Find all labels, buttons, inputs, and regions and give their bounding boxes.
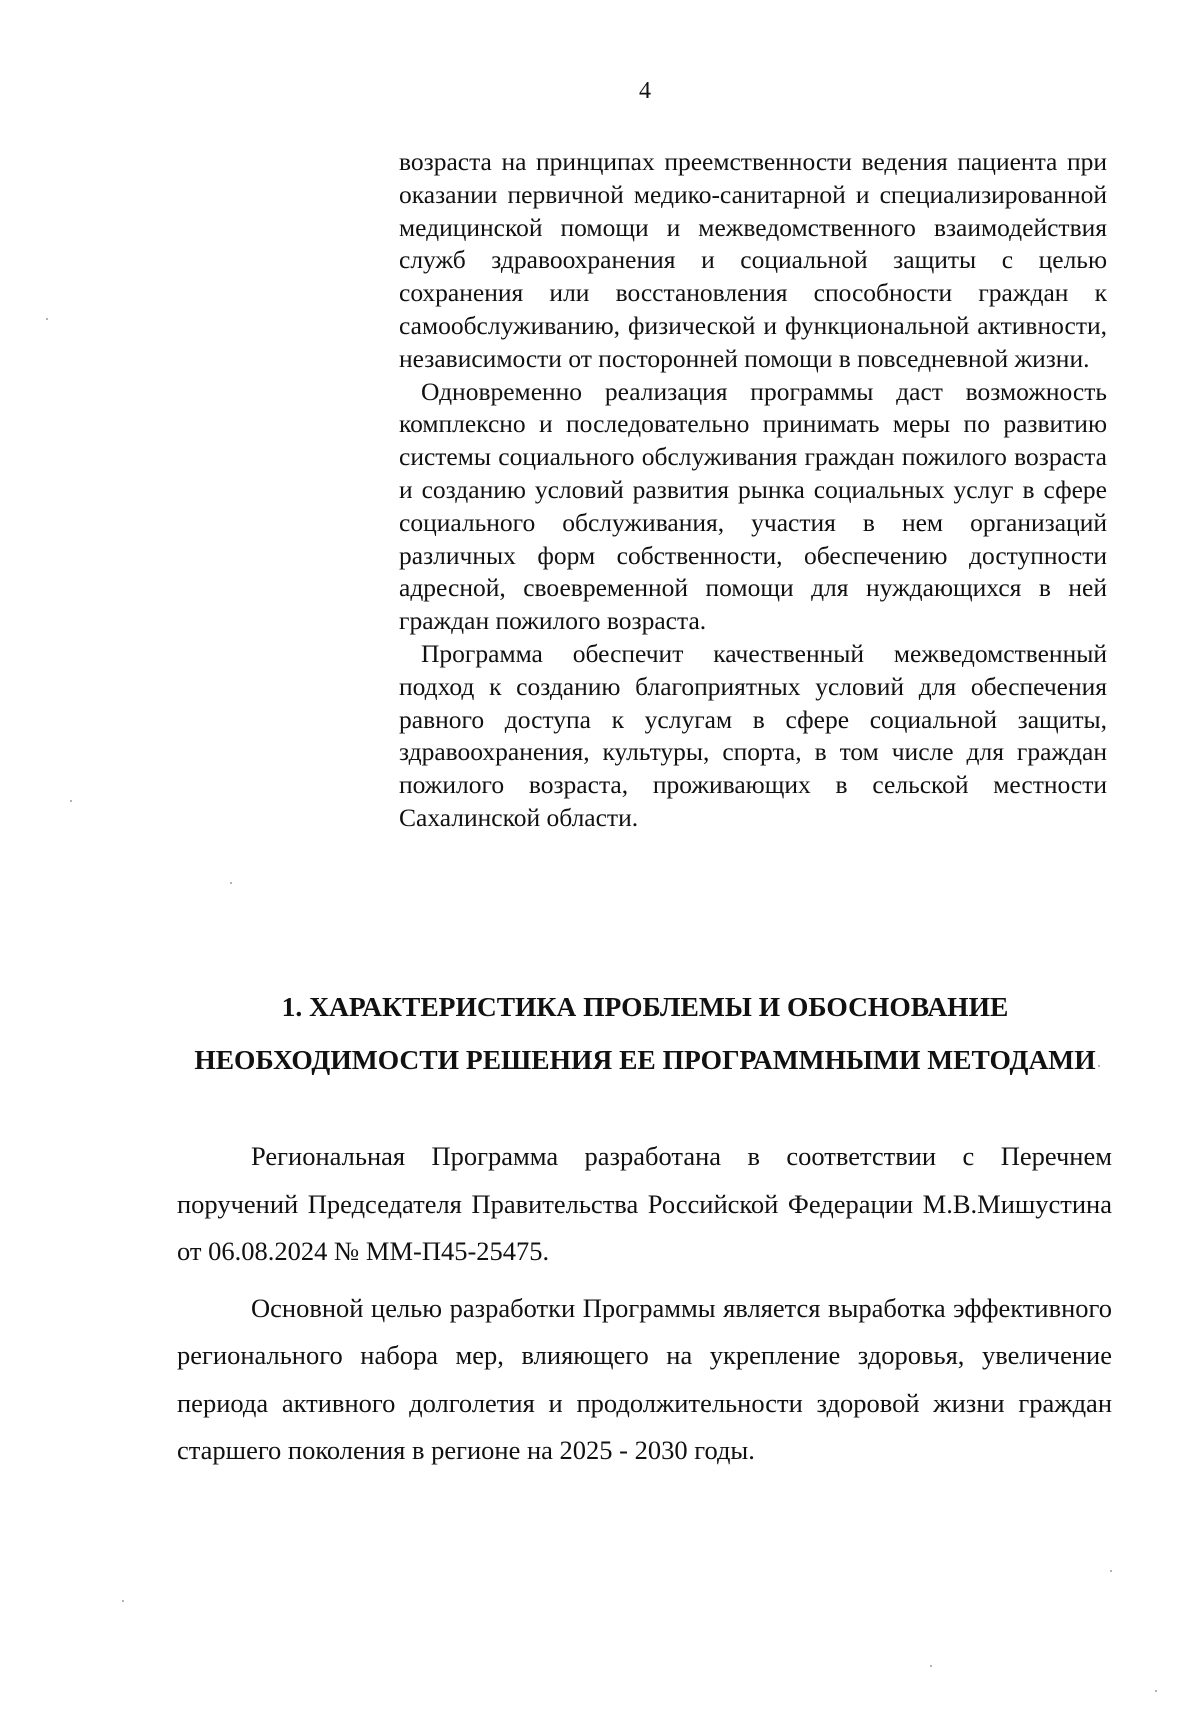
section-heading-line-1: 1. ХАРАКТЕРИСТИКА ПРОБЛЕМЫ И ОБОСНОВАНИЕ (281, 991, 1009, 1022)
paragraph-interagency: Программа обеспечит качественный межведомственный подход к созданию благоприятных условий для обеспечения равного доступа к услугам в сфере социальной защиты, здравоохранения, культуры, спорта, в том числе для граждан пожилого возраста, проживающих в сельской местности Сахалинской области. (399, 638, 1107, 832)
scan-speck (122, 1600, 124, 1602)
scan-speck (1155, 1690, 1157, 1692)
paragraph-regional-program: Региональная Программа разработана в соответствии с Перечнем поручений Председателя Правительства Российской Федерации М.В.Мишустина от 06.08.2024 № ММ-П45-25475. (177, 1141, 1112, 1266)
paragraph-implementation: Одновременно реализация программы даст возможность комплексно и последовательно принимать меры по развитию системы социального обслуживания граждан пожилого возраста и созданию условий развития рынка социальных услуг в сфере социального обслуживания, участия в нем организаций различных форм собственности, обеспечению доступности адресной, своевременной помощи для нуждающихся в ней граждан пожилого возраста. (399, 376, 1107, 636)
scan-speck (46, 318, 48, 320)
continuation-text-block (399, 146, 1107, 835)
scan-speck (70, 800, 72, 802)
paragraph-main-goal: Основной целью разработки Программы является выработка эффективного регионального набора мер, влияющего на укрепление здоровья, увеличение периода активного долголетия и продолжительности здоровой жизни граждан старшего поколения в регионе на 2025 - 2030 годы. (177, 1292, 1112, 1465)
scan-speck (1110, 1570, 1112, 1572)
section-body (177, 1133, 1112, 1484)
paragraph-continued: возраста на принципах преемственности ведения пациента при оказании первичной медико-санитарной и специализированной медицинской помощи и межведомственного взаимодействия служб здравоохранения и социальной защиты с целью сохранения или восстановления способности граждан к самообслуживанию, физической и функциональной активности, независимости от посторонней помощи в повседневной жизни. (399, 147, 1107, 373)
scan-speck (930, 1665, 932, 1667)
section-heading-line-2: НЕОБХОДИМОСТИ РЕШЕНИЯ ЕЕ ПРОГРАММНЫМИ МЕТОДАМИ (194, 1044, 1096, 1075)
scan-speck (230, 882, 232, 884)
section-heading (175, 980, 1115, 1086)
scan-speck (1098, 1065, 1100, 1067)
page-number: 4 (639, 78, 651, 104)
